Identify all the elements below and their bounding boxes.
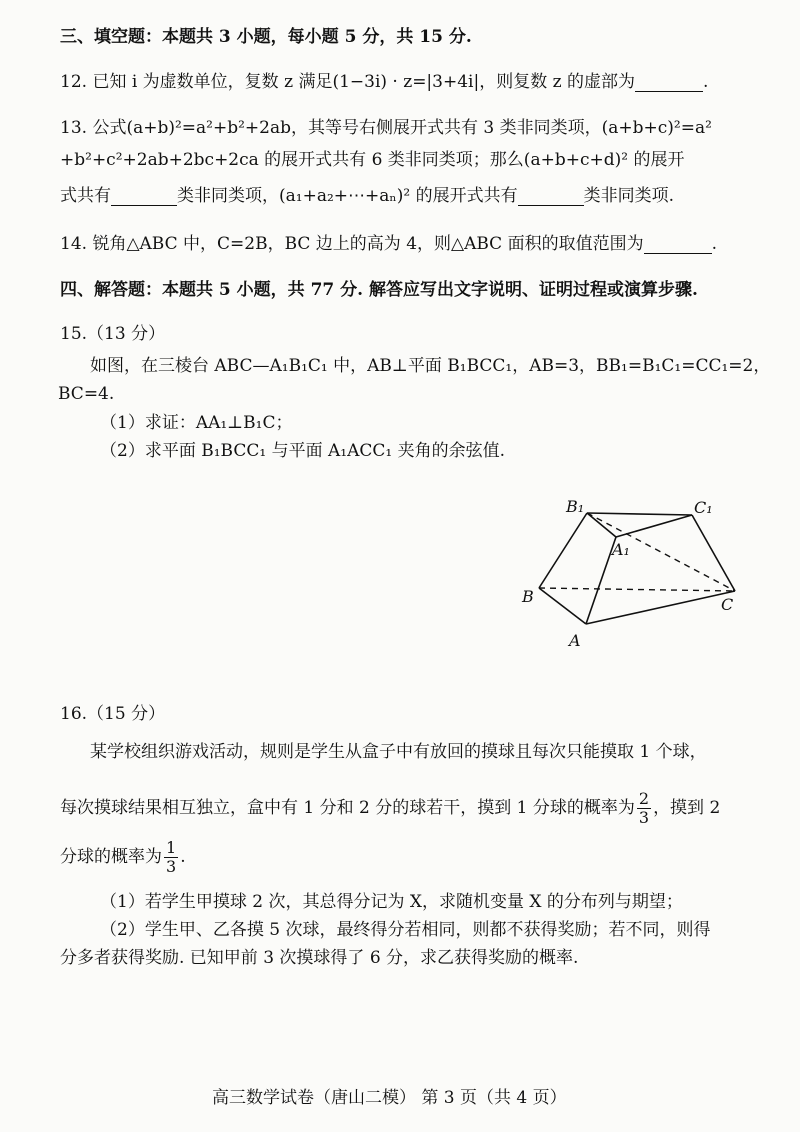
question-12-end: .: [702, 72, 709, 92]
section3-header: 三、填空题：本题共 3 小题，每小题 5 分，共 15 分.: [60, 27, 472, 47]
question-16-line3-b: .: [180, 847, 186, 867]
question-14-answer-blank: [644, 239, 712, 254]
question-12: [60, 72, 708, 92]
question-16-part2-line2: 分多者获得奖励. 已知甲前 3 次摸球得了 6 分，求乙获得奖励的概率.: [60, 948, 579, 968]
question-16-line2-b: ，摸到 2: [653, 798, 721, 818]
question-16-line3: [60, 835, 186, 879]
fraction-two-thirds: [637, 790, 651, 827]
edge-BC-hidden: [539, 588, 735, 591]
edge-B1C1: [587, 513, 692, 515]
question-13-line3: [60, 186, 674, 206]
question-13-blank-1: [111, 191, 177, 206]
question-13-blank-2: [518, 191, 584, 206]
question-16-header: 16.（15 分）: [60, 704, 166, 724]
question-16-line2: [60, 786, 720, 830]
section4-header: 四、解答题：本题共 5 小题，共 77 分. 解答应写出文字说明、证明过程或演算步骤.: [60, 280, 698, 300]
label-C: C: [721, 595, 734, 614]
question-16-line2-a: 每次摸球结果相互独立，盒中有 1 分和 2 分的球若干，摸到 1 分球的概率为: [60, 798, 635, 818]
question-15-part1: （1）求证：AA₁⊥B₁C；: [100, 413, 293, 433]
question-13-line1: 13. 公式(a+b)²=a²+b²+2ab，其等号右侧展开式共有 3 类非同类项，(a+b+c)²=a²: [60, 118, 712, 138]
edge-AC: [586, 591, 735, 624]
question-16-line3-a: 分球的概率为: [60, 847, 162, 867]
label-A1: A₁: [612, 540, 630, 559]
question-16-part2-line1: （2）学生甲、乙各摸 5 次球，最终得分若相同，则都不获得奖励；若不同，则得: [100, 920, 711, 940]
question-15-part2: （2）求平面 B₁BCC₁ 与平面 A₁ACC₁ 夹角的余弦值.: [100, 441, 505, 461]
question-16-line1: 某学校组织游戏活动，规则是学生从盒子中有放回的摸球且每次只能摸取 1 个球，: [90, 742, 707, 762]
edge-C1C: [692, 515, 735, 591]
question-15-line2: BC=4.: [58, 384, 115, 404]
label-A: A: [569, 631, 581, 650]
frustum-figure: [0, 480, 800, 710]
question-14-end: .: [711, 234, 717, 254]
edge-BA: [539, 588, 586, 624]
fraction-one-third: [164, 839, 178, 876]
question-14: [60, 234, 717, 254]
page-footer: 高三数学试卷（唐山二模） 第 3 页（共 4 页）: [212, 1088, 567, 1108]
label-B: B: [522, 587, 534, 606]
fraction-two-thirds-numerator: 2: [638, 789, 650, 808]
question-13-line2: +b²+c²+2ab+2bc+2ca 的展开式共有 6 类非同类项；那么(a+b+c+d)² 的展开: [60, 150, 685, 170]
fraction-one-third-denominator: 3: [166, 857, 177, 876]
fraction-one-third-numerator: 1: [166, 838, 177, 857]
question-14-text: 14. 锐角△ABC 中，C=2B，BC 边上的高为 4，则△ABC 面积的取值范围为: [60, 234, 644, 254]
fraction-two-thirds-denominator: 3: [638, 808, 650, 827]
question-12-answer-blank: [635, 77, 703, 92]
question-12-text: 12. 已知 i 为虚数单位，复数 z 满足(1−3i) · z=|3+4i|，则复数 z 的虚部为: [60, 72, 635, 92]
question-15-header: 15.（13 分）: [60, 324, 166, 344]
question-15-line1: 如图，在三棱台 ABC—A₁B₁C₁ 中，AB⊥平面 B₁BCC₁，AB=3，BB₁=B₁C₁=CC₁=2，: [90, 356, 771, 376]
edge-B1A1: [587, 513, 616, 537]
label-B1: B₁: [566, 497, 585, 516]
label-C1: C₁: [694, 498, 713, 517]
edge-B1B: [539, 513, 587, 588]
question-13-line3-b: 类非同类项，(a₁+a₂+⋯+aₙ)² 的展开式共有: [177, 186, 518, 206]
question-16-part1: （1）若学生甲摸球 2 次，其总得分记为 X，求随机变量 X 的分布列与期望；: [100, 892, 683, 912]
question-13-line3-a: 式共有: [60, 186, 111, 206]
question-13-line3-c: 类非同类项.: [583, 186, 675, 206]
